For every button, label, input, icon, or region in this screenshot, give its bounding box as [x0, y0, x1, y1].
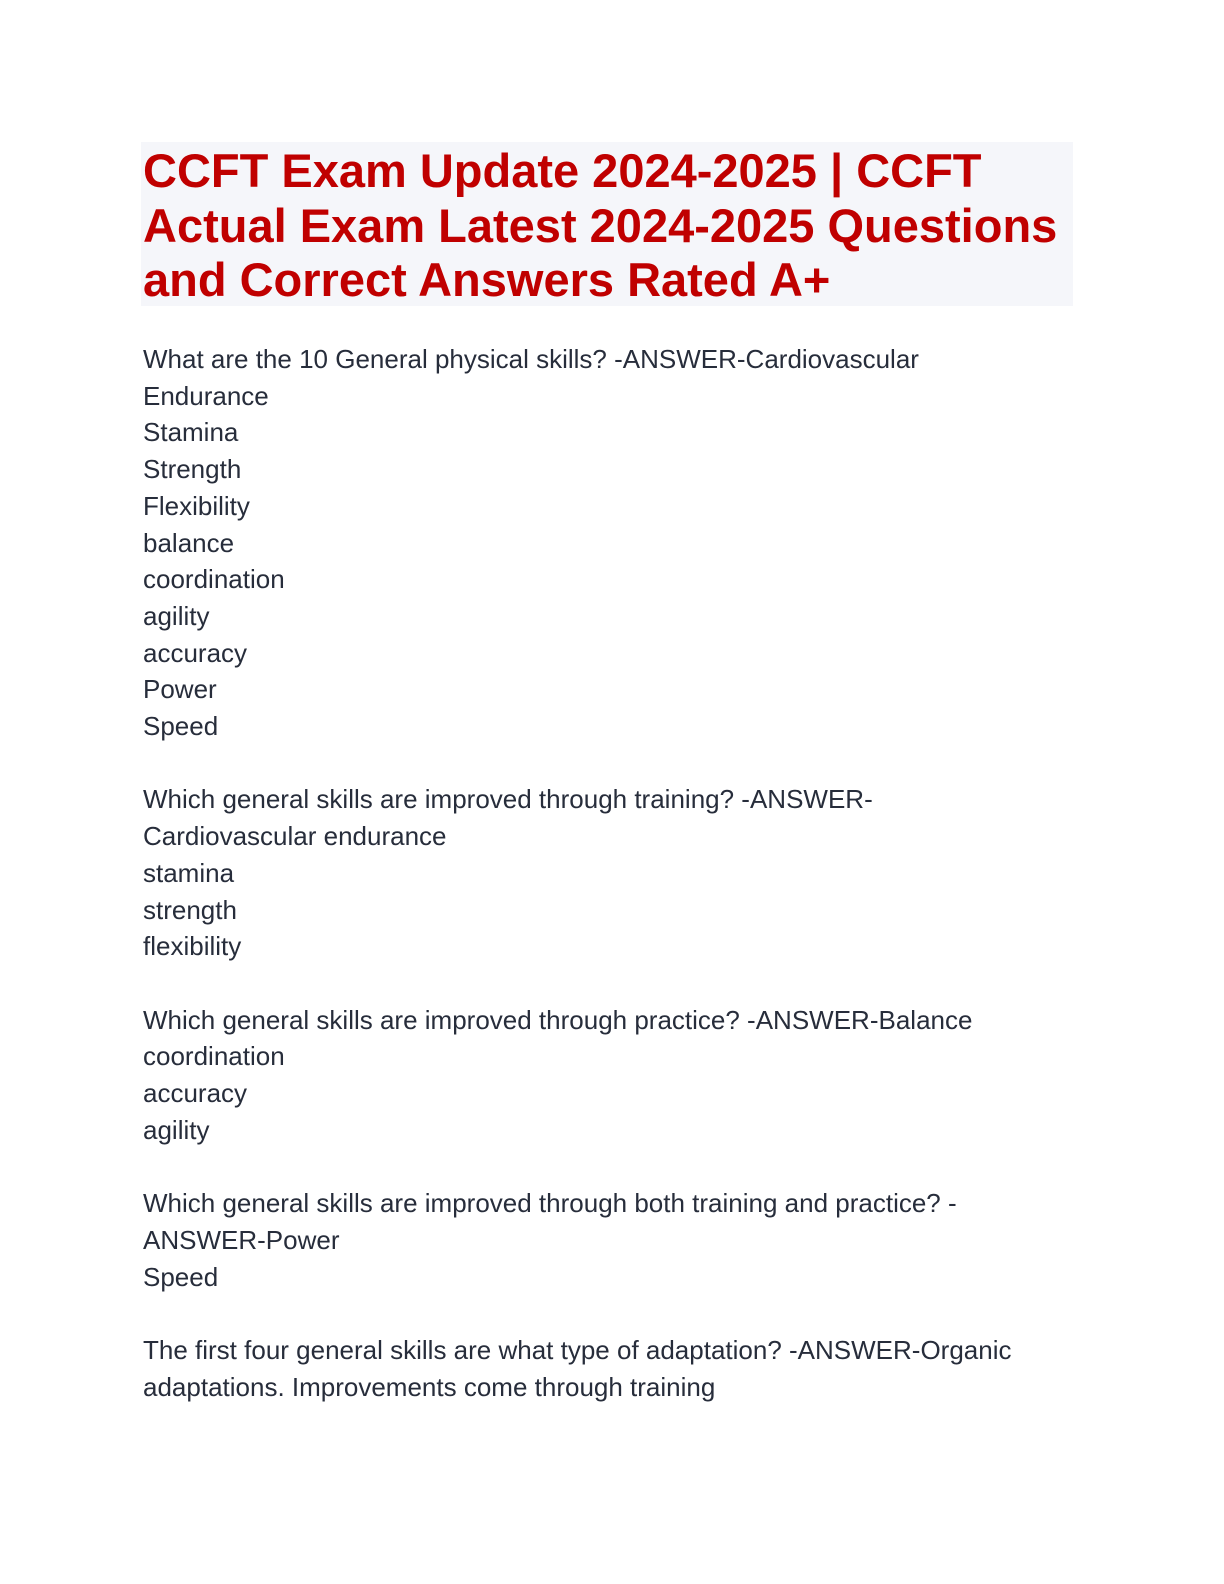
- title-box: [141, 142, 1073, 306]
- title-line: Actual Exam Latest 2024-2025 Questions: [143, 198, 1058, 252]
- answer-line: stamina: [143, 857, 235, 888]
- question-line: Which general skills are improved through both training and practice? -: [143, 1188, 957, 1219]
- question-line: Which general skills are improved through training? -ANSWER-: [143, 784, 873, 815]
- answer-line: coordination: [143, 1041, 285, 1072]
- answer-line: agility: [143, 1114, 210, 1145]
- answer-line: Speed: [143, 1261, 219, 1292]
- answer-line: ANSWER-Power: [143, 1224, 340, 1255]
- answer-line: Speed: [143, 711, 219, 742]
- question-line: What are the 10 General physical skills? -ANSWER-Cardiovascular: [143, 344, 919, 374]
- question-line: The first four general skills are what type of adaptation? -ANSWER-Organic: [143, 1334, 1012, 1365]
- answer-line: Strength: [143, 454, 242, 485]
- qa-block: [143, 1332, 1093, 1405]
- qa-block: [143, 1002, 1093, 1149]
- answer-line: Stamina: [143, 417, 239, 448]
- title-line: and Correct Answers Rated A+: [143, 253, 831, 306]
- answer-line: Cardiovascular endurance: [143, 821, 447, 852]
- qa-block: [143, 341, 1093, 745]
- answer-line: adaptations. Improvements come through training: [143, 1371, 716, 1402]
- title-line: CCFT Exam Update 2024-2025 | CCFT: [143, 144, 982, 197]
- qa-block: [143, 781, 1093, 965]
- answer-line: balance: [143, 527, 235, 558]
- answer-line: flexibility: [143, 931, 242, 962]
- qa-content: [143, 341, 1093, 1442]
- answer-line: Power: [143, 674, 217, 705]
- answer-line: agility: [143, 600, 210, 631]
- answer-line: accuracy: [143, 1078, 248, 1109]
- answer-line: Flexibility: [143, 490, 250, 521]
- answer-line: coordination: [143, 564, 285, 595]
- question-line: Which general skills are improved through practice? -ANSWER-Balance: [143, 1004, 973, 1035]
- answer-line: Endurance: [143, 380, 269, 411]
- document-title: [141, 142, 1073, 308]
- answer-line: strength: [143, 894, 237, 925]
- qa-block: [143, 1185, 1093, 1295]
- answer-line: accuracy: [143, 637, 248, 668]
